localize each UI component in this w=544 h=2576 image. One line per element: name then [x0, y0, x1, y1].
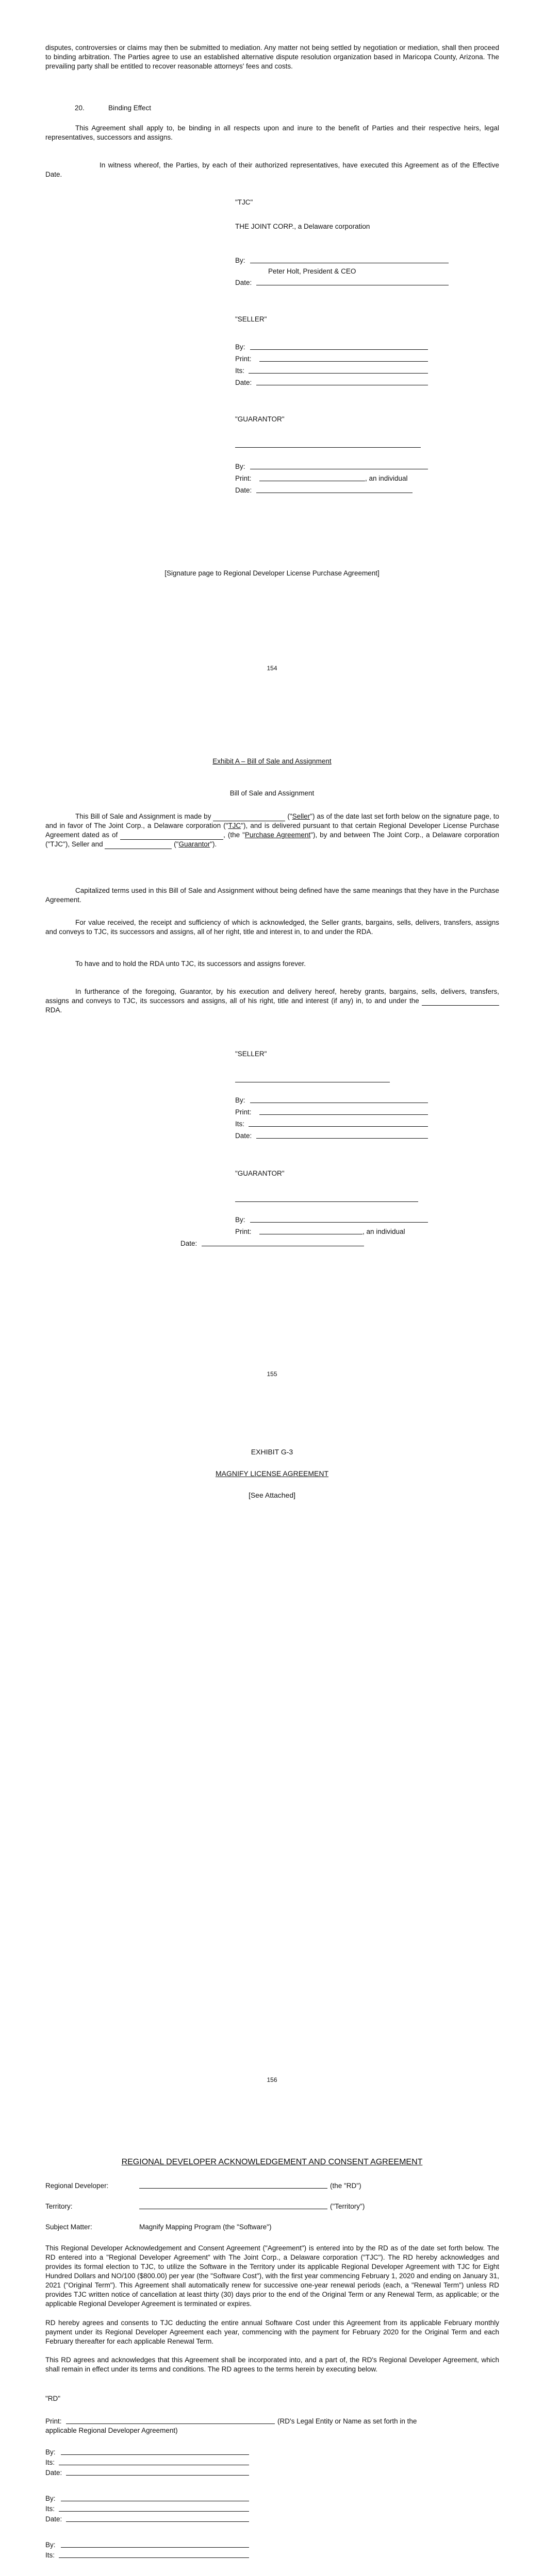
seller-name-blank: [213, 814, 285, 821]
guarantor-by-label: By:: [235, 463, 245, 470]
rda-blank: [422, 998, 499, 1006]
guarantor-signature-line: [235, 1201, 418, 1202]
rd-print-suffix: (RD's Legal Entity or Name as set forth in the: [277, 2417, 417, 2425]
sig3-by-label: By:: [45, 2541, 56, 2549]
page-number: 156: [267, 2076, 277, 2083]
guarantor-label: "GUARANTOR": [235, 415, 285, 423]
consent-paragraph-2: RD hereby agrees and consents to TJC deducting the entire annual Software Cost under this Agreement from its applicable February monthly payment under its Regional Developer Agreement each year, commencing with the payment for February 2020 for the Original Term and each February thereafter for each applicable Renewal Term.: [45, 2319, 499, 2345]
seller-print-label: Print:: [235, 1108, 252, 1116]
seller-print-label: Print:: [235, 355, 252, 363]
regional-developer-line: [139, 2188, 327, 2189]
tjc-label: "TJC": [235, 198, 253, 206]
signature-page-note: [Signature page to Regional Developer License Purchase Agreement]: [164, 569, 380, 577]
guarantor-name-blank: [105, 841, 172, 849]
consent-paragraph-1: This Regional Developer Acknowledgement and Consent Agreement ("Agreement") is entered into by the RD as of the date set forth below. The RD entered into a "Regional Developer Agreement" with The Joint Corp., a Delaware corporation ("TJC"). The RD hereby acknowledges and provides its formal election to TJC, to utilize the Software in the Territory under its applicable Regional Developer Agreement with TJC for Eight Hundred Dollars and NO/100 ($800.00) per year (the "Software Cost"), with the first year commencing February 1, 2020 and ending on January 31, 2021 ("Original Term"). This Agreement shall automatically renew for successive one-year renewal periods (each, a "Renewal Term") unless RD provides TJC written notice of cancellation at least thirty (30) days prior to the end of the Original Term or any Renewal Term, as applicable; or the applicable Regional Developer Agreement is terminated or expires.: [45, 2244, 499, 2308]
bill-of-sale-paragraph-1: This Bill of Sale and Assignment is made by ("Seller") as of the date last set forth below on the signature page, to and in favor of The Joint Corp., a Delaware corporation ("TJC"), and is delivered pursuant to that certain Regional Developer License Purchase Agreement dated as of , (the "Purchase Agreement"), by and between The Joint Corp., a Delaware corporation ("TJC"), Seller and ("Guarantor").: [45, 812, 500, 848]
sig1-by-label: By:: [45, 2448, 56, 2456]
subject-matter-label: Subject Matter:: [45, 2223, 92, 2231]
seller-by-line: [250, 349, 428, 350]
sig3-its-label: Its:: [45, 2551, 55, 2559]
regional-developer-suffix: (the "RD"): [330, 2182, 361, 2190]
territory-label: Territory:: [45, 2202, 73, 2210]
guarantor-by-label: By:: [235, 1216, 245, 1224]
page-number: 155: [267, 1370, 277, 1378]
tjc-date-label: Date:: [235, 279, 252, 286]
guarantor-date-label: Date:: [180, 1240, 197, 1247]
guarantor-print-label: Print:: [235, 1228, 252, 1235]
agreement-date-blank: [120, 832, 223, 840]
bill-of-sale-paragraph-4: To have and to hold the RDA unto TJC, its successors and assigns forever.: [75, 960, 306, 968]
tjc-by-label: By:: [235, 257, 245, 264]
consent-paragraph-3: This RD agrees and acknowledges that this Agreement shall be incorporated into, and a part of, the RD's Regional Developer Agreement, which shall remain in effect under its terms and conditions. The RD agrees to the terms herein by executing below.: [45, 2356, 499, 2373]
territory-suffix: ("Territory"): [330, 2202, 365, 2210]
bill-of-sale-paragraph-3: For value received, the receipt and sufficiency of which is acknowledged, the Seller grants, bargains, sells, delivers, transfers, assigns and conveys to TJC, its successors and assigns, all of her right, title and interest in, to and under the RDA.: [45, 919, 499, 936]
seller-by-label: By:: [235, 343, 245, 351]
seller-its-label: Its:: [235, 367, 245, 375]
sig2-its-label: Its:: [45, 2505, 55, 2513]
guarantor-label: "GUARANTOR": [235, 1170, 285, 1177]
sig2-by-label: By:: [45, 2495, 56, 2502]
magnify-license-title: MAGNIFY LICENSE AGREEMENT: [215, 1469, 329, 1478]
seller-date-line: [256, 1138, 428, 1139]
sig2-its-line: [59, 2511, 249, 2512]
seller-date-label: Date:: [235, 1132, 252, 1140]
bill-of-sale-subtitle: Bill of Sale and Assignment: [229, 789, 315, 797]
subject-matter-value: Magnify Mapping Program (the "Software"): [139, 2223, 272, 2231]
page-number: 154: [267, 665, 277, 672]
seller-its-line: [249, 373, 428, 374]
bill-of-sale-paragraph-2: Capitalized terms used in this Bill of Sale and Assignment without being defined have the same meanings that they have in the Purchase Agreement.: [45, 887, 499, 904]
sig1-date-label: Date:: [45, 2469, 62, 2477]
tjc-signer: Peter Holt, President & CEO: [268, 267, 356, 275]
sig3-its-line: [59, 2557, 249, 2558]
exhibit-a-title: Exhibit A – Bill of Sale and Assignment: [212, 757, 332, 765]
seller-print-line: [259, 361, 428, 362]
guarantor-print-label: Print:: [235, 474, 252, 482]
rd-print-suffix-2: applicable Regional Developer Agreement): [45, 2427, 178, 2434]
binding-effect-paragraph: This Agreement shall apply to, be binding in all respects upon and inure to the benefit of Parties and their respective heirs, legal representatives, successors and assigns.: [45, 124, 499, 141]
bill-of-sale-paragraph-5: In furtherance of the foregoing, Guarantor, by his execution and delivery hereof, hereby grants, bargains, sells, delivers, transfers, assigns and conveys to TJC, its successors and assigns, all of his right, title and interest (if any) in, to and under the RDA.: [45, 988, 499, 1014]
witness-paragraph: In witness whereof, the Parties, by each of their authorized representatives, have executed this Agreement as of the Effective Date.: [45, 161, 499, 178]
guarantor-by-line: [250, 1222, 428, 1223]
guarantor-individual: , an individual: [362, 1228, 405, 1235]
section-number: 20.: [75, 104, 85, 112]
rd-print-label: Print:: [45, 2417, 62, 2425]
guarantor-signature-line: [235, 447, 421, 448]
section-title: Binding Effect: [108, 104, 152, 112]
sig2-date-line: [66, 2521, 249, 2522]
guarantor-individual: , an individual: [365, 474, 408, 482]
seller-label: "SELLER": [235, 1050, 267, 1058]
seller-label: "SELLER": [235, 315, 267, 323]
sig1-its-label: Its:: [45, 2459, 55, 2466]
seller-its-label: Its:: [235, 1120, 245, 1128]
rd-signature-label: "RD": [45, 2395, 61, 2402]
consent-agreement-title: REGIONAL DEVELOPER ACKNOWLEDGEMENT AND CONSENT AGREEMENT: [121, 2158, 423, 2166]
sig2-date-label: Date:: [45, 2515, 62, 2523]
guarantor-date-label: Date:: [235, 486, 252, 494]
sig1-date-line: [66, 2475, 249, 2476]
tjc-entity: THE JOINT CORP., a Delaware corporation: [235, 223, 370, 230]
exhibit-g3-heading: EXHIBIT G-3: [251, 1448, 293, 1456]
seller-print-line: [259, 1114, 428, 1115]
seller-its-line: [249, 1126, 428, 1127]
sig3-by-line: [61, 2547, 249, 2548]
mediation-paragraph: disputes, controversies or claims may then be submitted to mediation. Any matter not being settled by negotiation or mediation, shall then proceed to binding arbitration. The Parties agree to use an established alternative dispute resolution organization based in Maricopa County, Arizona. The prevailing party shall be entitled to recover reasonable attorneys' fees and costs.: [45, 44, 499, 70]
see-attached-note: [See Attached]: [248, 1491, 296, 1499]
seller-by-label: By:: [235, 1096, 245, 1104]
sig1-by-line: [61, 2454, 249, 2455]
regional-developer-label: Regional Developer:: [45, 2182, 109, 2190]
seller-date-label: Date:: [235, 379, 252, 386]
